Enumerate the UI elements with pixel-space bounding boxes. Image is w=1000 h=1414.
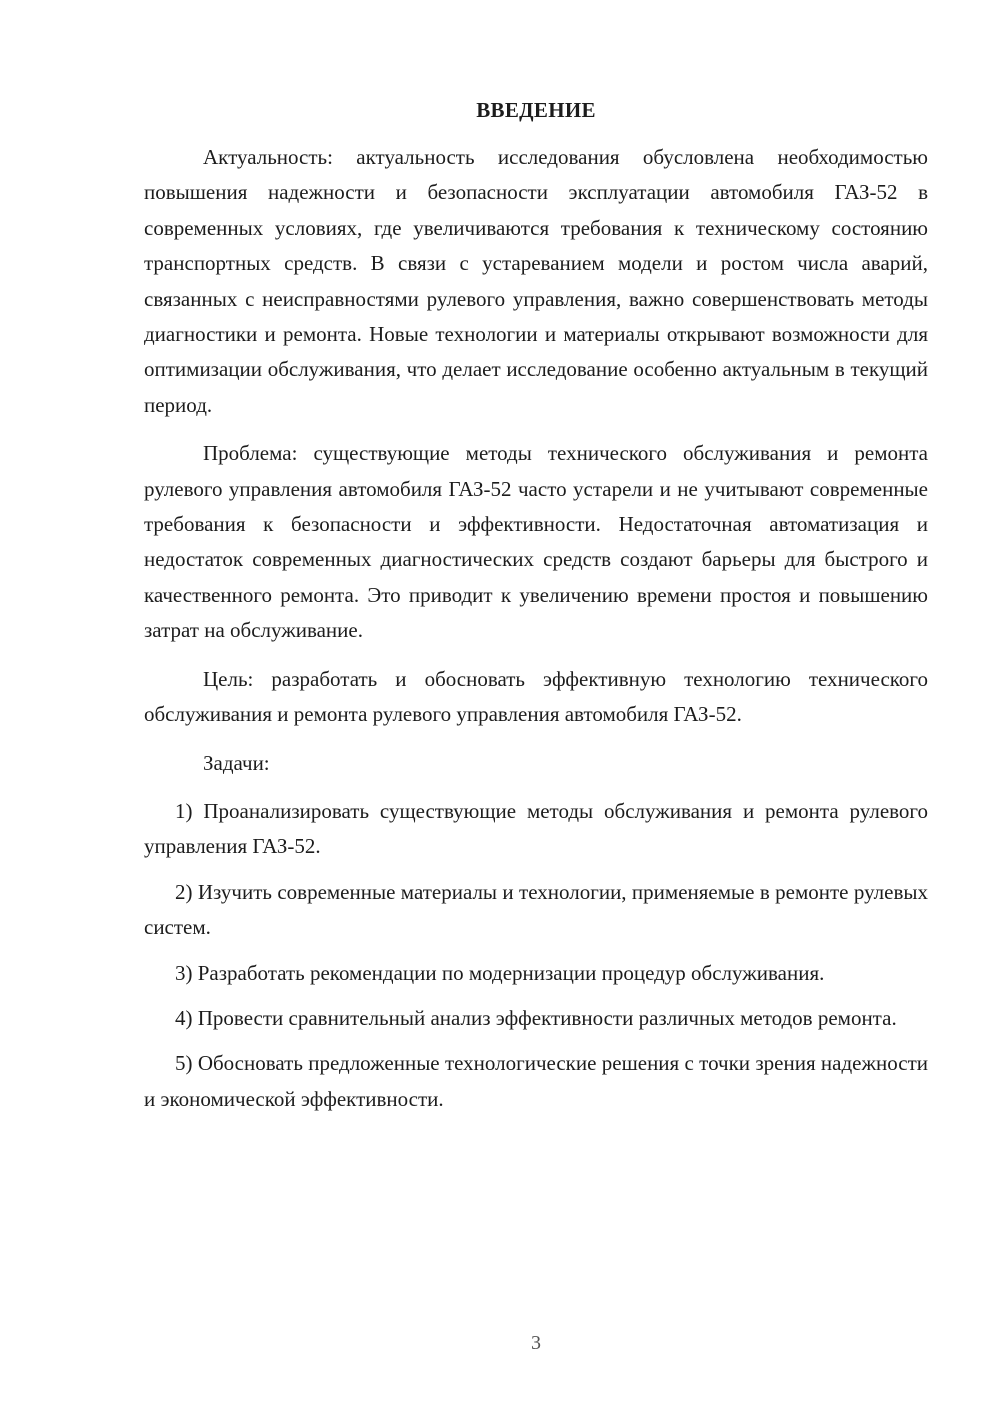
paragraph-relevance: Актуальность: актуальность исследования обусловлена необходимостью повышения надежности и безопасности эксплуатации автомобиля ГАЗ-52 в современных условиях, где увеличиваются требования к техническому состоянию транспортных средств. В связи с устареванием модели и ростом числа аварий, связанных с неисправностями рулевого управления, важно совершенствовать методы диагностики и ремонта. Новые технологии и материалы открывают возможности для оптимизации обслуживания, что делает исследование особенно актуальным в текущий период.: [144, 145, 928, 417]
paragraph-problem: Проблема: существующие методы технического обслуживания и ремонта рулевого управления автомобиля ГАЗ-52 часто устарели и не учитывают современные требования к безопасности и эффективности. Недостаточная автоматизация и недостаток современных диагностических средств создают барьеры для быстрого и качественного ремонта. Это приводит к увеличению времени простоя и повышению затрат на обслуживание.: [144, 441, 928, 643]
tasks-heading: Задачи:: [203, 750, 270, 775]
paragraph-goal: Цель: разработать и обосновать эффективную технологию технического обслуживания и ремонта рулевого управления автомобиля ГАЗ-52.: [144, 666, 928, 727]
task-item-3: 3) Разработать рекомендации по модернизации процедур обслуживания.: [175, 960, 825, 985]
task-item-1: 1) Проанализировать существующие методы обслуживания и ремонта рулевого управления ГАЗ-52.: [144, 798, 928, 859]
page-number: 3: [531, 1332, 541, 1354]
section-title: ВВЕДЕНИЕ: [476, 98, 596, 122]
page-content: [144, 92, 928, 1127]
task-item-4: 4) Провести сравнительный анализ эффективности различных методов ремонта.: [175, 1005, 897, 1030]
task-item-2: 2) Изучить современные материалы и технологии, применяемые в ремонте рулевых систем.: [144, 879, 928, 940]
task-item-5: 5) Обосновать предложенные технологические решения с точки зрения надежности и экономической эффективности.: [144, 1051, 928, 1111]
